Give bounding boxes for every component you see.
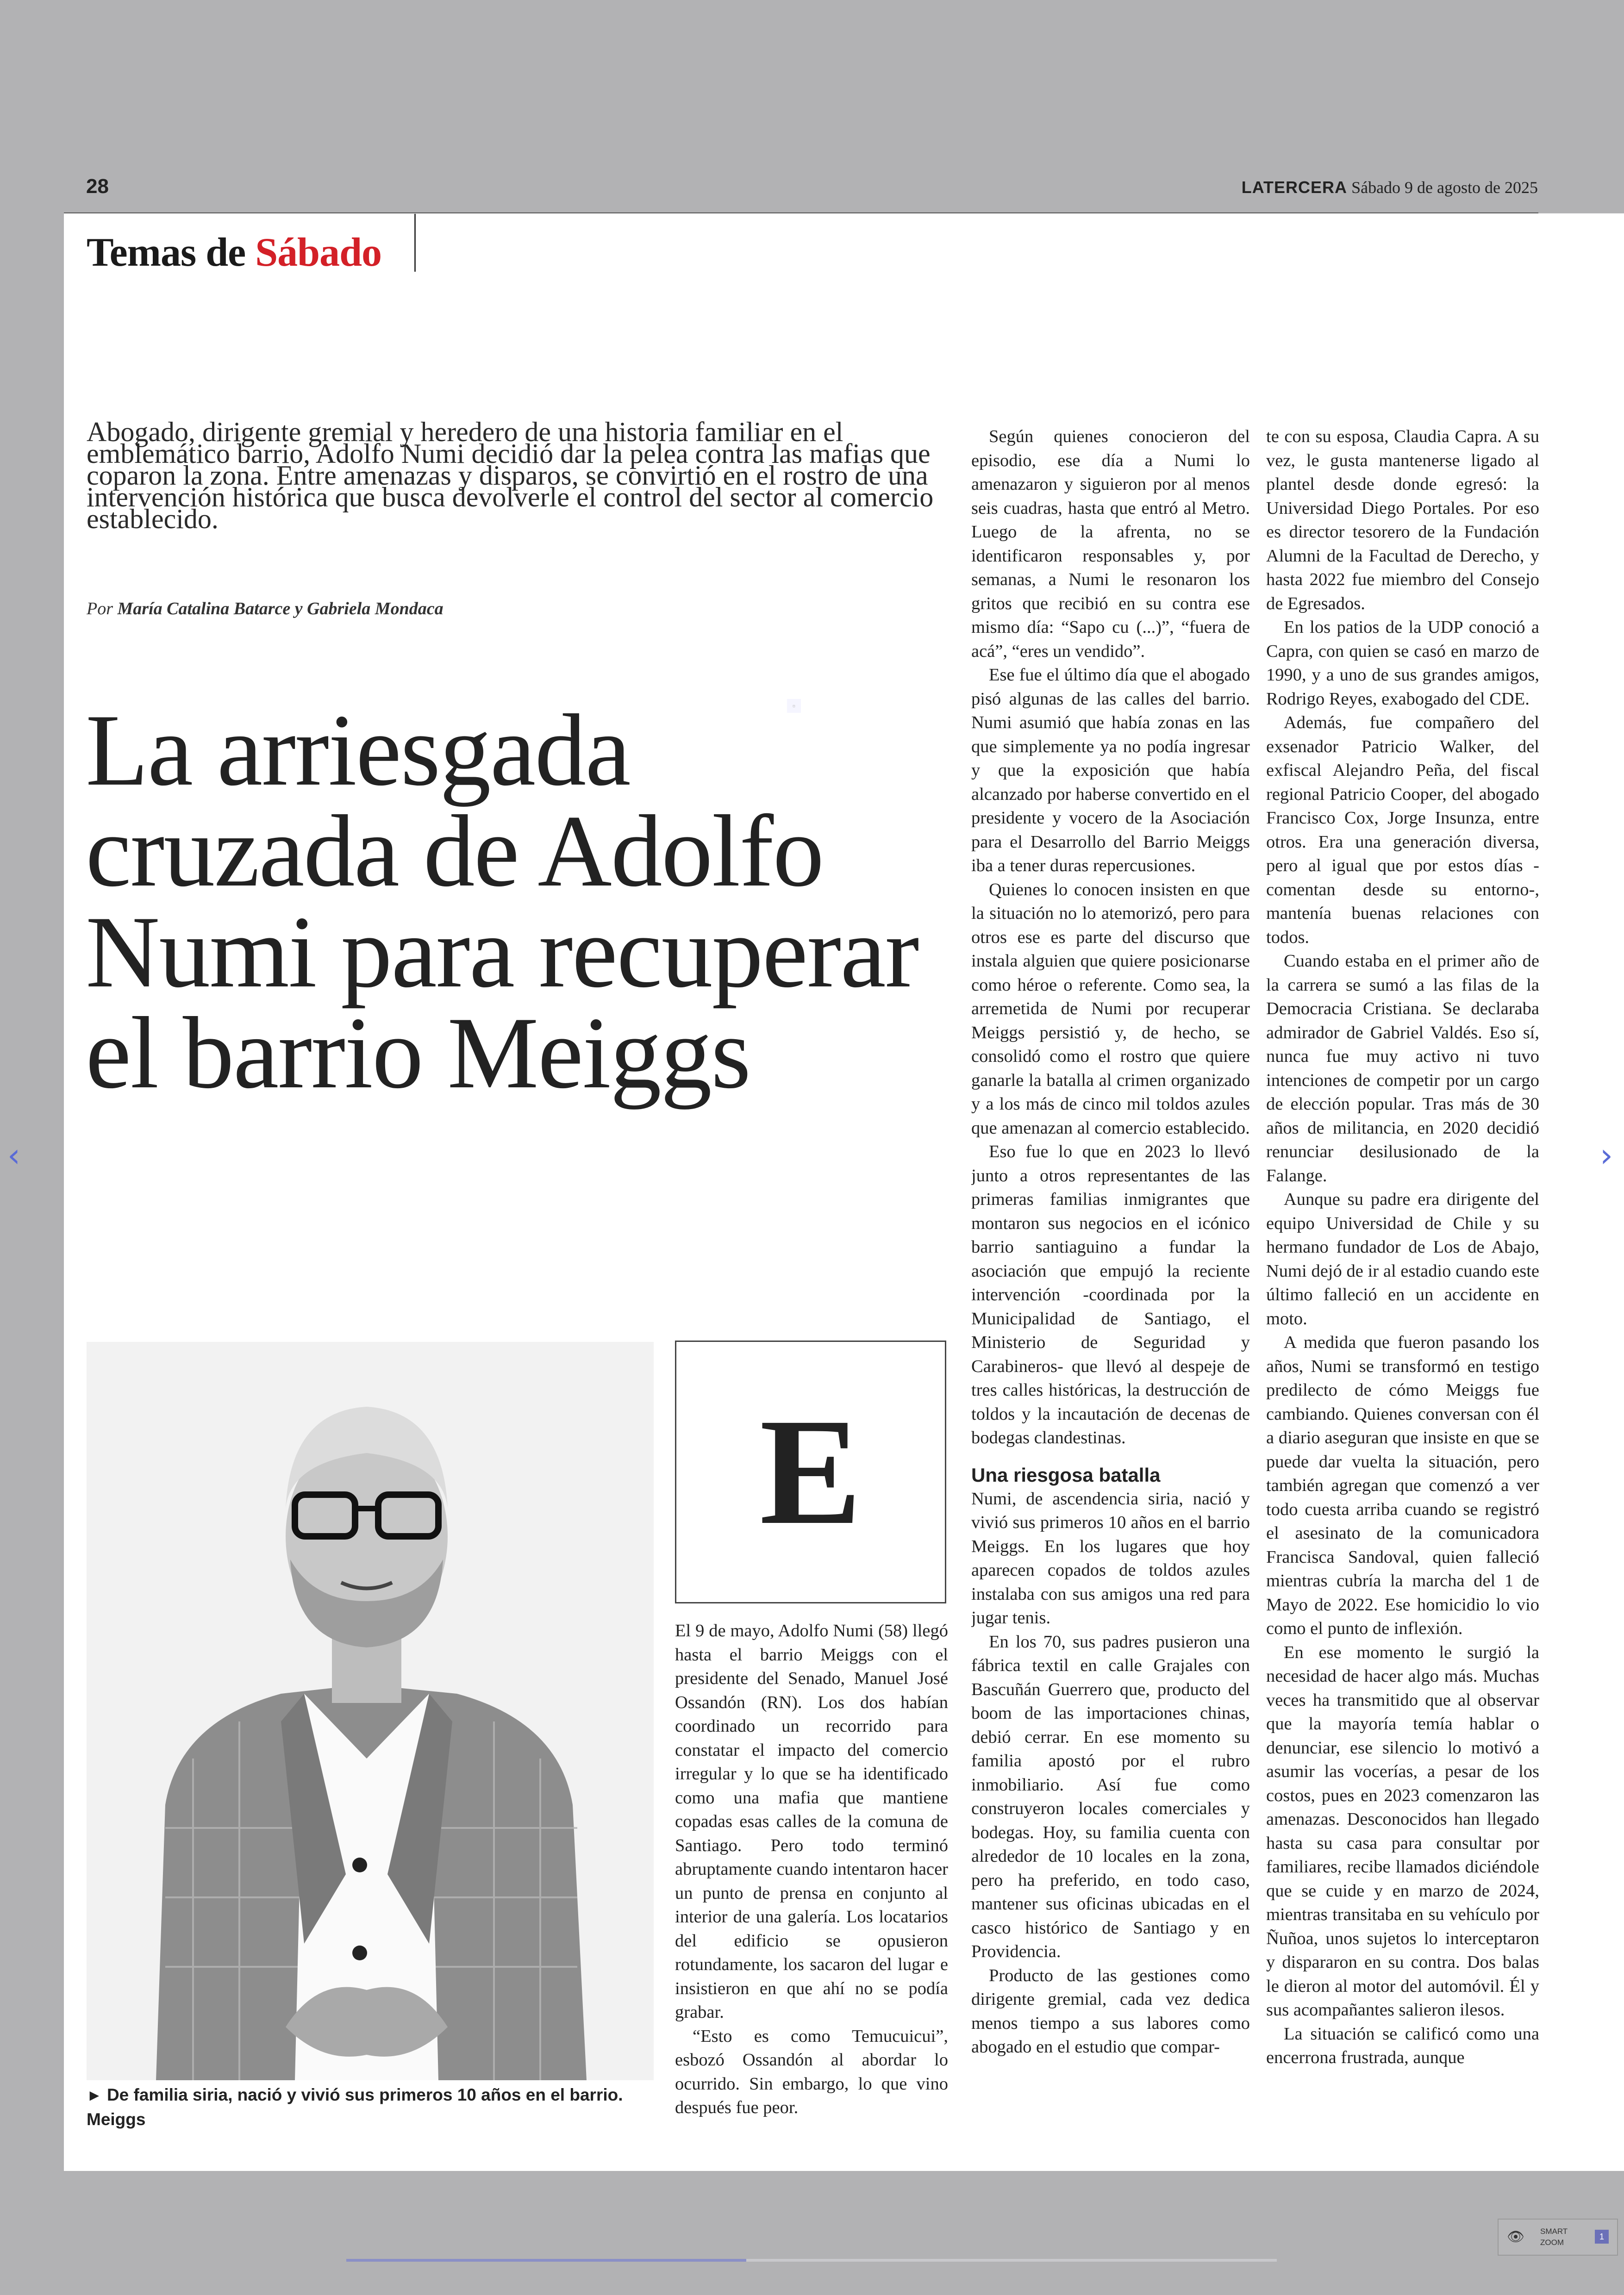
paragraph: Cuando estaba en el primer año de la carrera se sumó a las filas de la Democracia Cristiana. Se declaraba admirador de Gabriel Valdés. Eso sí, nunca fue muy activo ni tuvo intenciones de competir por un cargo de elección popular. Tras más de 30 años de militancia, en 2020 decidió renunciar desilusionado de la Falange. (1266, 951, 1539, 1185)
article-column-1 (675, 1619, 948, 2128)
zoom-badge: 1 (1595, 2230, 1609, 2244)
paragraph: Según quienes conocieron del episodio, ese día a Numi lo amenazaron y siguieron por al menos seis cuadras, hasta que entró al Metro. Luego de la afrenta, no se identificaron responsables y, por semanas, a Numi le resonaron los gritos que recibió en su contra ese mismo día: “Sapo cu (...)”, “fuera de acá”, “eres un vendido”. (971, 427, 1250, 661)
article-lead: Abogado, dirigente gremial y heredero de una historia familiar en el emblemático barrio, Adolfo Numi decidió dar la pelea contra las mafias que coparon la zona. Entre amenazas y disparos, se convirtió en el rostro de una intervención histórica que busca devolverle el control del sector al comercio establecido. (87, 417, 934, 534)
byline-prefix: Por (87, 599, 118, 618)
paragraph: En los patios de la UDP conoció a Capra, con quien se casó en marzo de 1990, y a uno de sus grandes amigos, Rodrigo Reyes, exabogado del CDE. (1266, 617, 1539, 709)
page-progress-fill (346, 2259, 746, 2262)
paragraph: Además, fue compañero del exsenador Patricio Walker, del exfiscal Alejandro Peña, del fiscal regional Patricio Cooper, del abogado Francisco Cox, Jorge Insunza, entre otros. Era una generación diversa, pero al igual que por estos días -comentan desde su entorno-, mantenía buenas relaciones con todos. (1266, 713, 1539, 947)
section-highlight: Sábado (255, 230, 382, 275)
smart-zoom-button[interactable] (1498, 2219, 1618, 2256)
chevron-right-icon[interactable]: › (1600, 1136, 1613, 1174)
brand-name: LATERCERA (1241, 178, 1348, 197)
dropcap-box (675, 1341, 946, 1603)
dropcap-letter: E (759, 1387, 862, 1556)
portrait-photo (87, 1342, 654, 2080)
paragraph: En ese momento le surgió la necesidad de hacer algo más. Muchas veces ha transmitido que al observar que la mayoría temía hablar o denunciar, ese silencio lo motivó a asumir las vocerías, a pesar de los costos, pues en 2023 comenzaron las amenazas. Desconocidos han llegado hasta su casa para consultar por familiares, recibe llamados diciéndole que se cuide y en marzo de 2024, mientras transitaba en su vehículo por Ñuñoa, unos sujetos lo interceptaron y dispararon en su contra. Dos balas le dieron al motor del automóvil. Él y sus acompañantes salieron ilesos. (1266, 1642, 1539, 2020)
caption-arrow-icon: ► (87, 2087, 102, 2104)
eye-icon: 👁 (1507, 2229, 1525, 2245)
caption-text: De familia siria, nació y vivió sus primeros 10 años en el barrio. Meiggs (87, 2085, 623, 2129)
section-prefix: Temas de (87, 230, 256, 275)
paragraph: Producto de las gestiones como dirigente gremial, cada vez dedica menos tiempo a sus labores como abogado en el estudio que compar- (971, 1965, 1250, 2057)
issue-date: Sábado 9 de agosto de 2025 (1351, 178, 1538, 197)
paragraph: A medida que fueron pasando los años, Numi se transformó en testigo predilecto de cómo Meiggs fue cambiando. Quienes conversan con él a diario aseguran que insiste en que se puede dar vuelta la situación, pero también agregan que comenzó a ver todo cuesta arriba cuando se registró el asesinato de la comunicadora Francisca Sandoval, quien falleció mientras cubría la marcha del 1 de Mayo de 2022. Ese homicidio lo vio como el punto de inflexión. (1266, 1333, 1539, 1638)
page-number: 28 (86, 175, 109, 198)
paragraph: Quienes lo conocen insisten en que la situación no lo atemorizó, pero para otros ese es parte del discurso que instala alguien que quiere posicionarse como héroe o referente. Como sea, la arremetida de Numi por recuperar Meiggs persistió y, de hecho, se consolidó como el rostro que quiere ganarle la batalla al crimen organizado y a los más de cinco mil toldos azules que amenazan al comercio establecido. (971, 879, 1250, 1138)
paragraph: Aunque su padre era dirigente del equipo Universidad de Chile y su hermano fundador de Los de Abajo, Numi dejó de ir al estadio cuando este último falleció en un accidente en moto. (1266, 1190, 1539, 1328)
paragraph: “Esto es como Temucuicui”, esbozó Ossandón al abordar lo ocurrido. Sin embargo, lo que vino después fue peor. (675, 2026, 948, 2117)
photo-caption (87, 2083, 656, 2132)
paragraph: En los 70, sus padres pusieron una fábrica textil en calle Grajales con Bascuñán Guerrero que, producto del boom de las importaciones chinas, debió cerrar. En ese momento su familia apostó por el rubro inmobiliario. Así fue como construyeron locales comerciales y bodegas. Hoy, su familia cuenta con alrededor de 10 locales en la zona, pero ha preferido, en todo caso, mantener sus oficinas ubicadas en el casco histórico de Santiago y en Providencia. (971, 1632, 1250, 1961)
article-headline: La arriesgada cruzada de Adolfo Numi para recuperar el barrio Meiggs (86, 693, 918, 1110)
paragraph: Eso fue lo que en 2023 lo llevó junto a otros representantes de las primeras familias inmigrantes que montaron sus negocios en el icónico barrio santiaguino a fundar la asociación que empujó la reciente intervención -coordinada por la Municipalidad de Santiago, el Ministerio de Seguridad y Carabineros- que llevó al despeje de tres calles históricas, la destrucción de toldos y la incautación de decenas de bodegas clandestinas. (971, 1142, 1250, 1447)
paragraph: Numi, de ascendencia siria, nació y vivió sus primeros 10 años en el barrio Meiggs. En los lugares que hoy aparecen copados de toldos azules instalaba con sus amigos una red para jugar tenis. (971, 1489, 1250, 1628)
masthead (1242, 178, 1538, 197)
article-column-2 (971, 425, 1250, 2128)
paragraph: Ese fue el último día que el abogado pisó algunas de las calles del barrio. Numi asumió que había zonas en las que simplemente ya no podía ingresar y que la exposición que había alcanzado por haberse convertido en el presidente y vocero de la Asociación para el Desarrollo del Barrio Meiggs iba a tener duras repercusiones. (971, 665, 1250, 875)
embedded-marker-icon[interactable]: ▫ (787, 699, 801, 713)
subhead: Una riesgosa batalla (971, 1464, 1161, 1486)
paragraph: El 9 de mayo, Adolfo Numi (58) llegó hasta el barrio Meiggs con el presidente del Senado, Manuel José Ossandón (RN). Los dos habían coordinado un recorrido para constatar el impacto del comercio irregular y lo que se ha identificado como una mafia que mantiene copadas esas calles de la comuna de Santiago. Pero todo terminó abruptamente cuando intentaron hacer un punto de prensa en conjunto al interior de una galería. Los locatarios del edificio se opusieron rotundamente, los sacaron del lugar e insistieron en que ahí no se podía grabar. (675, 1621, 948, 2022)
chevron-left-icon[interactable]: ‹ (7, 1136, 20, 1174)
section-title (87, 229, 381, 276)
article-column-3 (1266, 425, 1539, 2128)
portrait-illustration (87, 1342, 654, 2080)
byline-authors: María Catalina Batarce y Gabriela Mondaca (117, 599, 443, 618)
section-divider (414, 214, 416, 272)
smart-zoom-label: SMART ZOOM (1540, 2227, 1568, 2247)
paragraph: La situación se calificó como una encerrona frustrada, aunque (1266, 2024, 1539, 2067)
paragraph: te con su esposa, Claudia Capra. A su vez, le gusta mantenerse ligado al plantel desde donde egresó: la Universidad Diego Portales. Por eso es director tesorero de la Fundación Alumni de la Facultad de Derecho, y hasta 2022 fue miembro del Consejo de Egresados. (1266, 427, 1539, 613)
byline (87, 599, 443, 619)
